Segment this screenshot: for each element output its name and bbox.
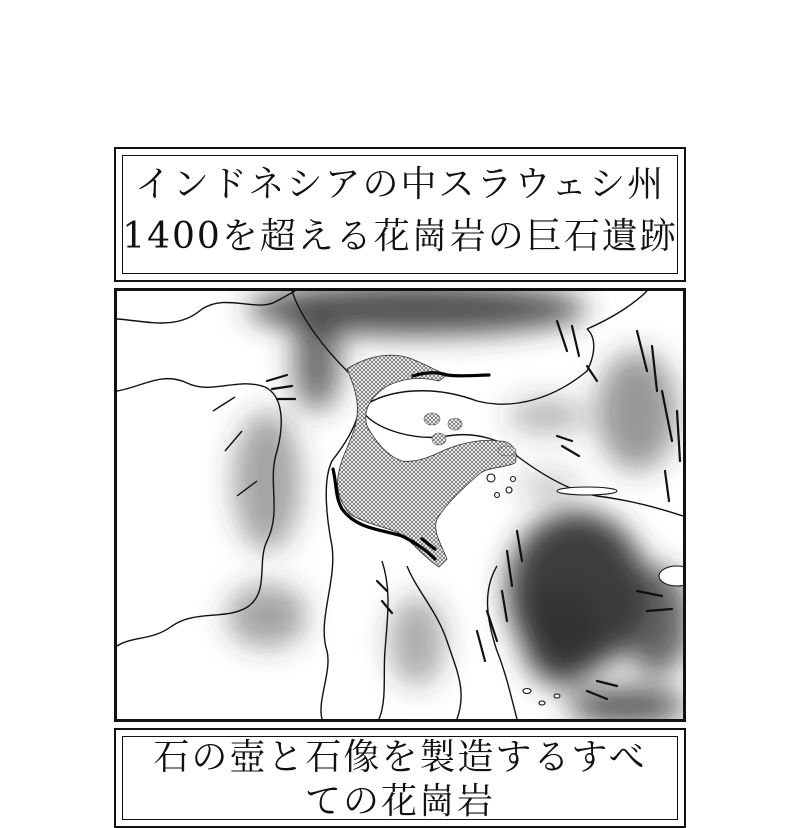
central-sulawesi-region bbox=[337, 355, 516, 567]
sea-depth-shading bbox=[227, 291, 683, 719]
title-line-2: 1400を超える花崗岩の巨石遺跡 bbox=[122, 216, 678, 257]
title-box bbox=[114, 147, 686, 282]
title-line-1: インドネシアの中スラウェシ州 bbox=[134, 164, 666, 205]
sulawesi-map bbox=[117, 291, 683, 719]
caption-line-1: 石の壺と石像を製造するすべ bbox=[153, 737, 647, 778]
map-panel bbox=[114, 288, 686, 722]
caption-line-2: ての花崗岩 bbox=[304, 781, 495, 822]
caption-box bbox=[114, 728, 686, 828]
